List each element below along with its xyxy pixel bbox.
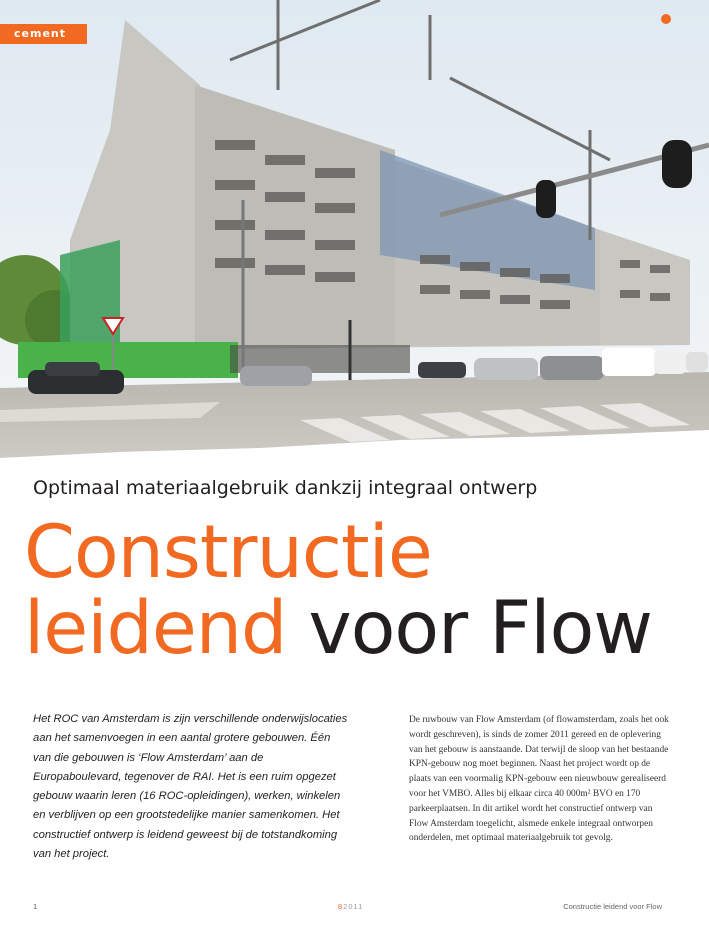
issue-year: 2011 xyxy=(343,902,364,911)
article-intro: Het ROC van Amsterdam is zijn verschillende onderwijslocaties aan het samenvoegen in een aantal grotere gebouwen. Één van die gebouwen is ‘Flow Amsterdam’ aan de Europaboulevard, tegenover de RAI. Het is een ruim opgezet gebouw waarin leren (16 ROC-opleidingen), werken, winkelen en verblijven op een grootstedelijke manier samenkomen. Het constructief ontwerp is leidend geweest bij de totstandkoming van het project. xyxy=(33,713,348,861)
article-subtitle: Optimaal materiaalgebruik dankzij integraal ontwerp xyxy=(33,477,538,499)
corner-dot-icon xyxy=(661,14,671,24)
title-line-1: Constructie xyxy=(24,510,432,595)
traffic-light xyxy=(536,180,556,218)
building-construction-photo xyxy=(0,0,709,466)
cover-photo xyxy=(0,0,709,466)
magazine-logo: cement xyxy=(0,24,87,44)
issue-number: 8 xyxy=(338,902,344,911)
title-line-2-dark: voor Flow xyxy=(286,586,652,671)
title-line-2-orange: leidend xyxy=(24,586,287,671)
issue-label xyxy=(338,902,363,911)
running-title: Constructie leidend voor Flow xyxy=(563,902,662,911)
article-title xyxy=(24,510,652,671)
traffic-light xyxy=(662,140,692,188)
page-number: 1 xyxy=(33,902,38,911)
article-body: De ruwbouw van Flow Amsterdam (of flowamsterdam, zoals het ook wordt geschreven), is sinds de zomer 2011 gereed en de oplevering van het gebouw is aanstaande. Dat terwijl de sloop van het bestaande KPN-gebouw nog moet beginnen. Naast het project wordt op de plaats van een voormalig KPN-gebouw een nieuwbouw gerealiseerd voor het VMBO. Alles bij elkaar circa 40 000m² BVO en 170 parkeerplaatsen. In dit artikel wordt het constructief ontwerp van Flow Amsterdam toegelicht, alsmede enkele integraal ontworpen onderdelen, met optimaal materiaalgebruik tot gevolg. xyxy=(409,715,669,844)
